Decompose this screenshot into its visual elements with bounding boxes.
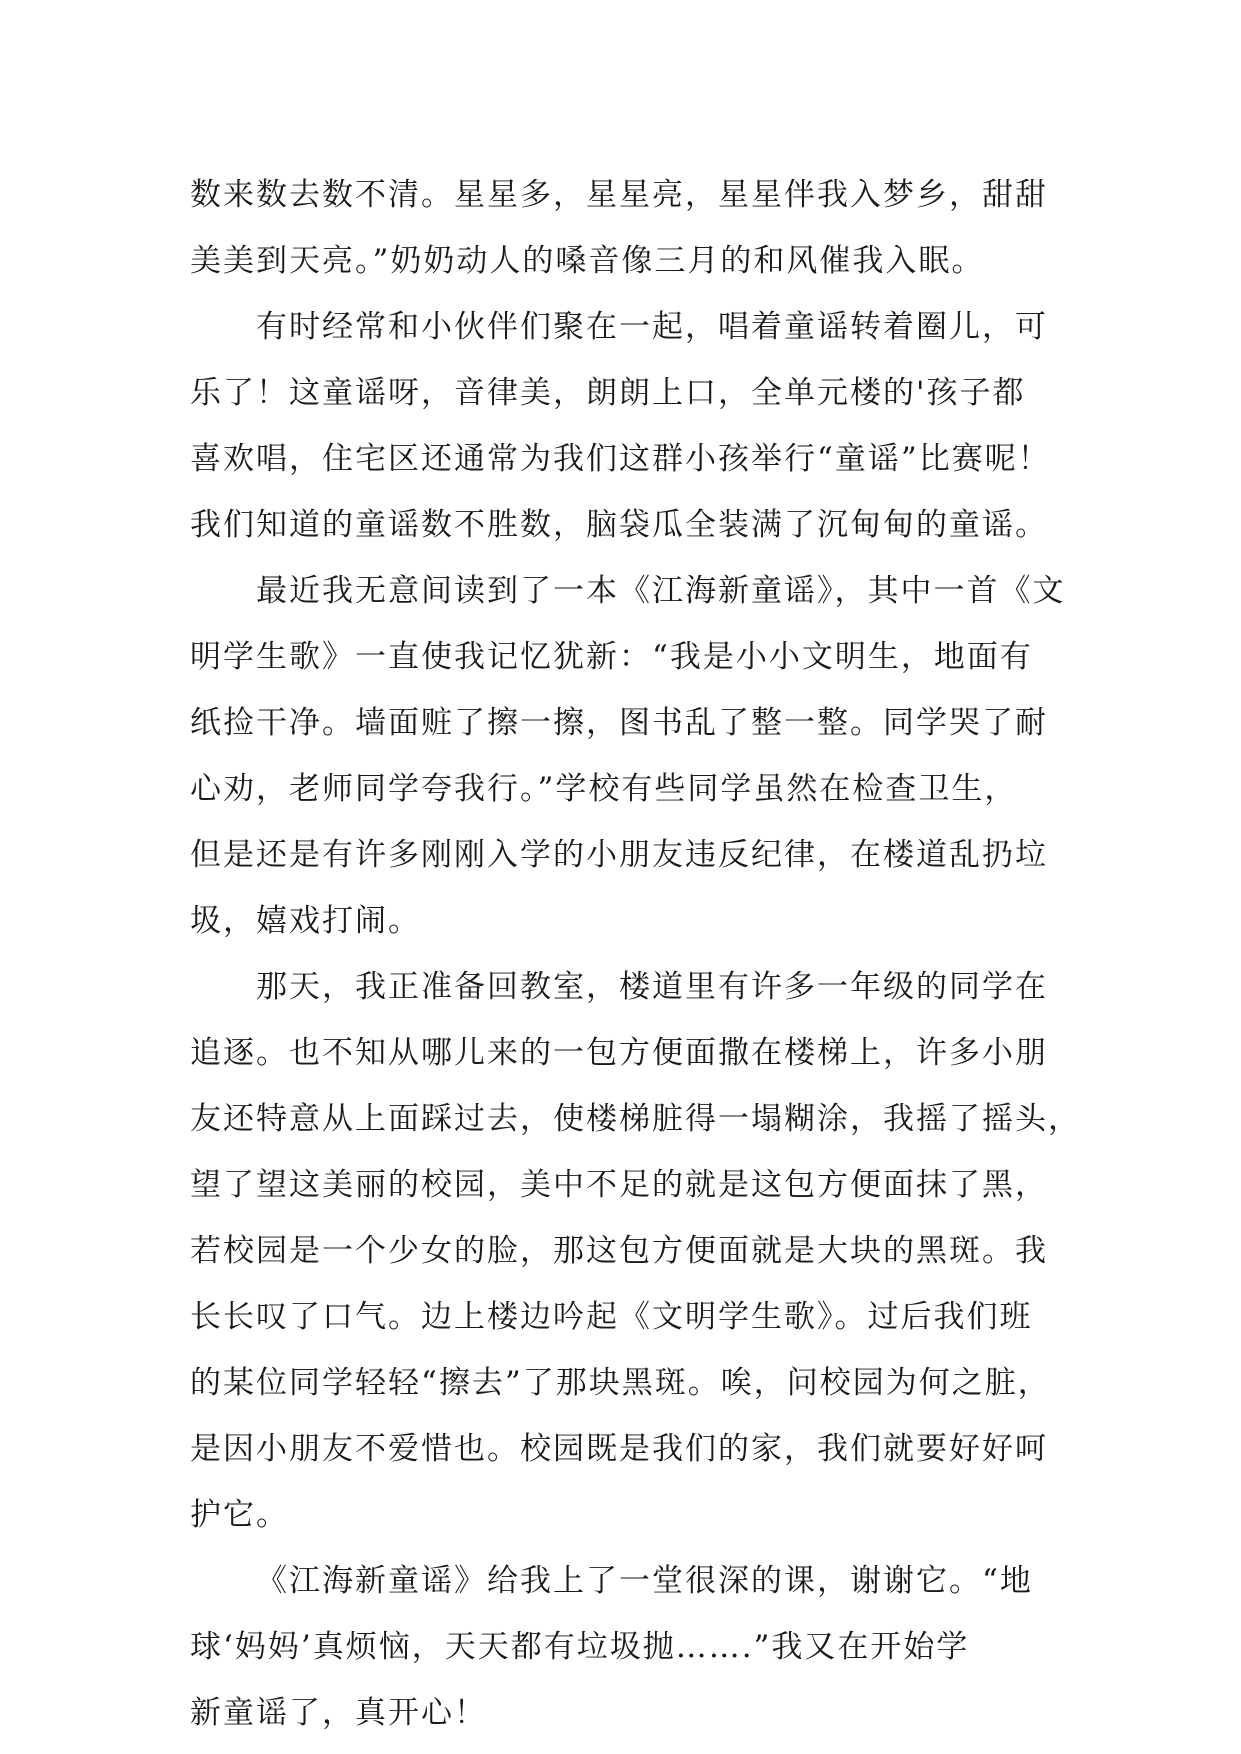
text-line: 的某位同学轻轻“擦去”了那块黑斑。唉，问校园为何之脏， — [190, 1365, 1051, 1401]
text-line: 《江海新童谣》给我上了一堂很深的课，谢谢它。“地 — [256, 1563, 1033, 1599]
text-line: 明学生歌》一直使我记忆犹新：“我是小小文明生，地面有 — [190, 639, 1033, 675]
text-line: 最近我无意间读到了一本《江海新童谣》，其中一首《文 — [256, 573, 1066, 609]
text-line: 心劝，老师同学夸我行。”学校有些同学虽然在检查卫生， — [190, 771, 1018, 807]
text-line: 但是还是有许多刚刚入学的小朋友违反纪律，在楼道乱扔垃 — [190, 837, 1048, 873]
text-line: 有时经常和小伙伴们聚在一起，唱着童谣转着圈儿，可 — [256, 309, 1048, 345]
essay-body — [190, 162, 1081, 1746]
text-line: 美美到天亮。”奶奶动人的嗓音像三月的和风催我入眠。 — [190, 243, 985, 279]
text-line: 若校园是一个少女的脸，那这包方便面就是大块的黑斑。我 — [190, 1233, 1048, 1269]
text-line: 圾，嬉戏打闹。 — [190, 903, 421, 939]
text-line: 护它。 — [190, 1497, 289, 1533]
text-line: 球‘妈妈’真烦恼，天天都有垃圾抛…….”我又在开始学 — [190, 1629, 970, 1665]
text-line: 数来数去数不清。星星多，星星亮，星星伴我入梦乡，甜甜 — [190, 177, 1048, 213]
text-line: 新童谣了，真开心！ — [190, 1695, 487, 1731]
text-line: 友还特意从上面踩过去，使楼梯脏得一塌糊涂，我摇了摇头， — [190, 1101, 1081, 1137]
text-line: 我们知道的童谣数不胜数，脑袋瓜全装满了沉甸甸的童谣。 — [190, 507, 1048, 543]
text-line: 望了望这美丽的校园，美中不足的就是这包方便面抹了黑， — [190, 1167, 1048, 1203]
text-line: 纸捡干净。墙面赃了擦一擦，图书乱了整一整。同学哭了耐 — [190, 705, 1048, 741]
text-line: 是因小朋友不爱惜也。校园既是我们的家，我们就要好好呵 — [190, 1431, 1048, 1467]
text-line: 长长叹了口气。边上楼边吟起《文明学生歌》。过后我们班 — [190, 1299, 1033, 1335]
text-line: 那天，我正准备回教室，楼道里有许多一年级的同学在 — [256, 969, 1048, 1005]
text-line: 追逐。也不知从哪儿来的一包方便面撒在楼梯上，许多小朋 — [190, 1035, 1048, 1071]
text-line: 乐了！这童谣呀，音律美，朗朗上口，全单元楼的'孩子都 — [190, 375, 1026, 411]
text-line: 喜欢唱，住宅区还通常为我们这群小孩举行“童谣”比赛呢！ — [190, 441, 1051, 477]
